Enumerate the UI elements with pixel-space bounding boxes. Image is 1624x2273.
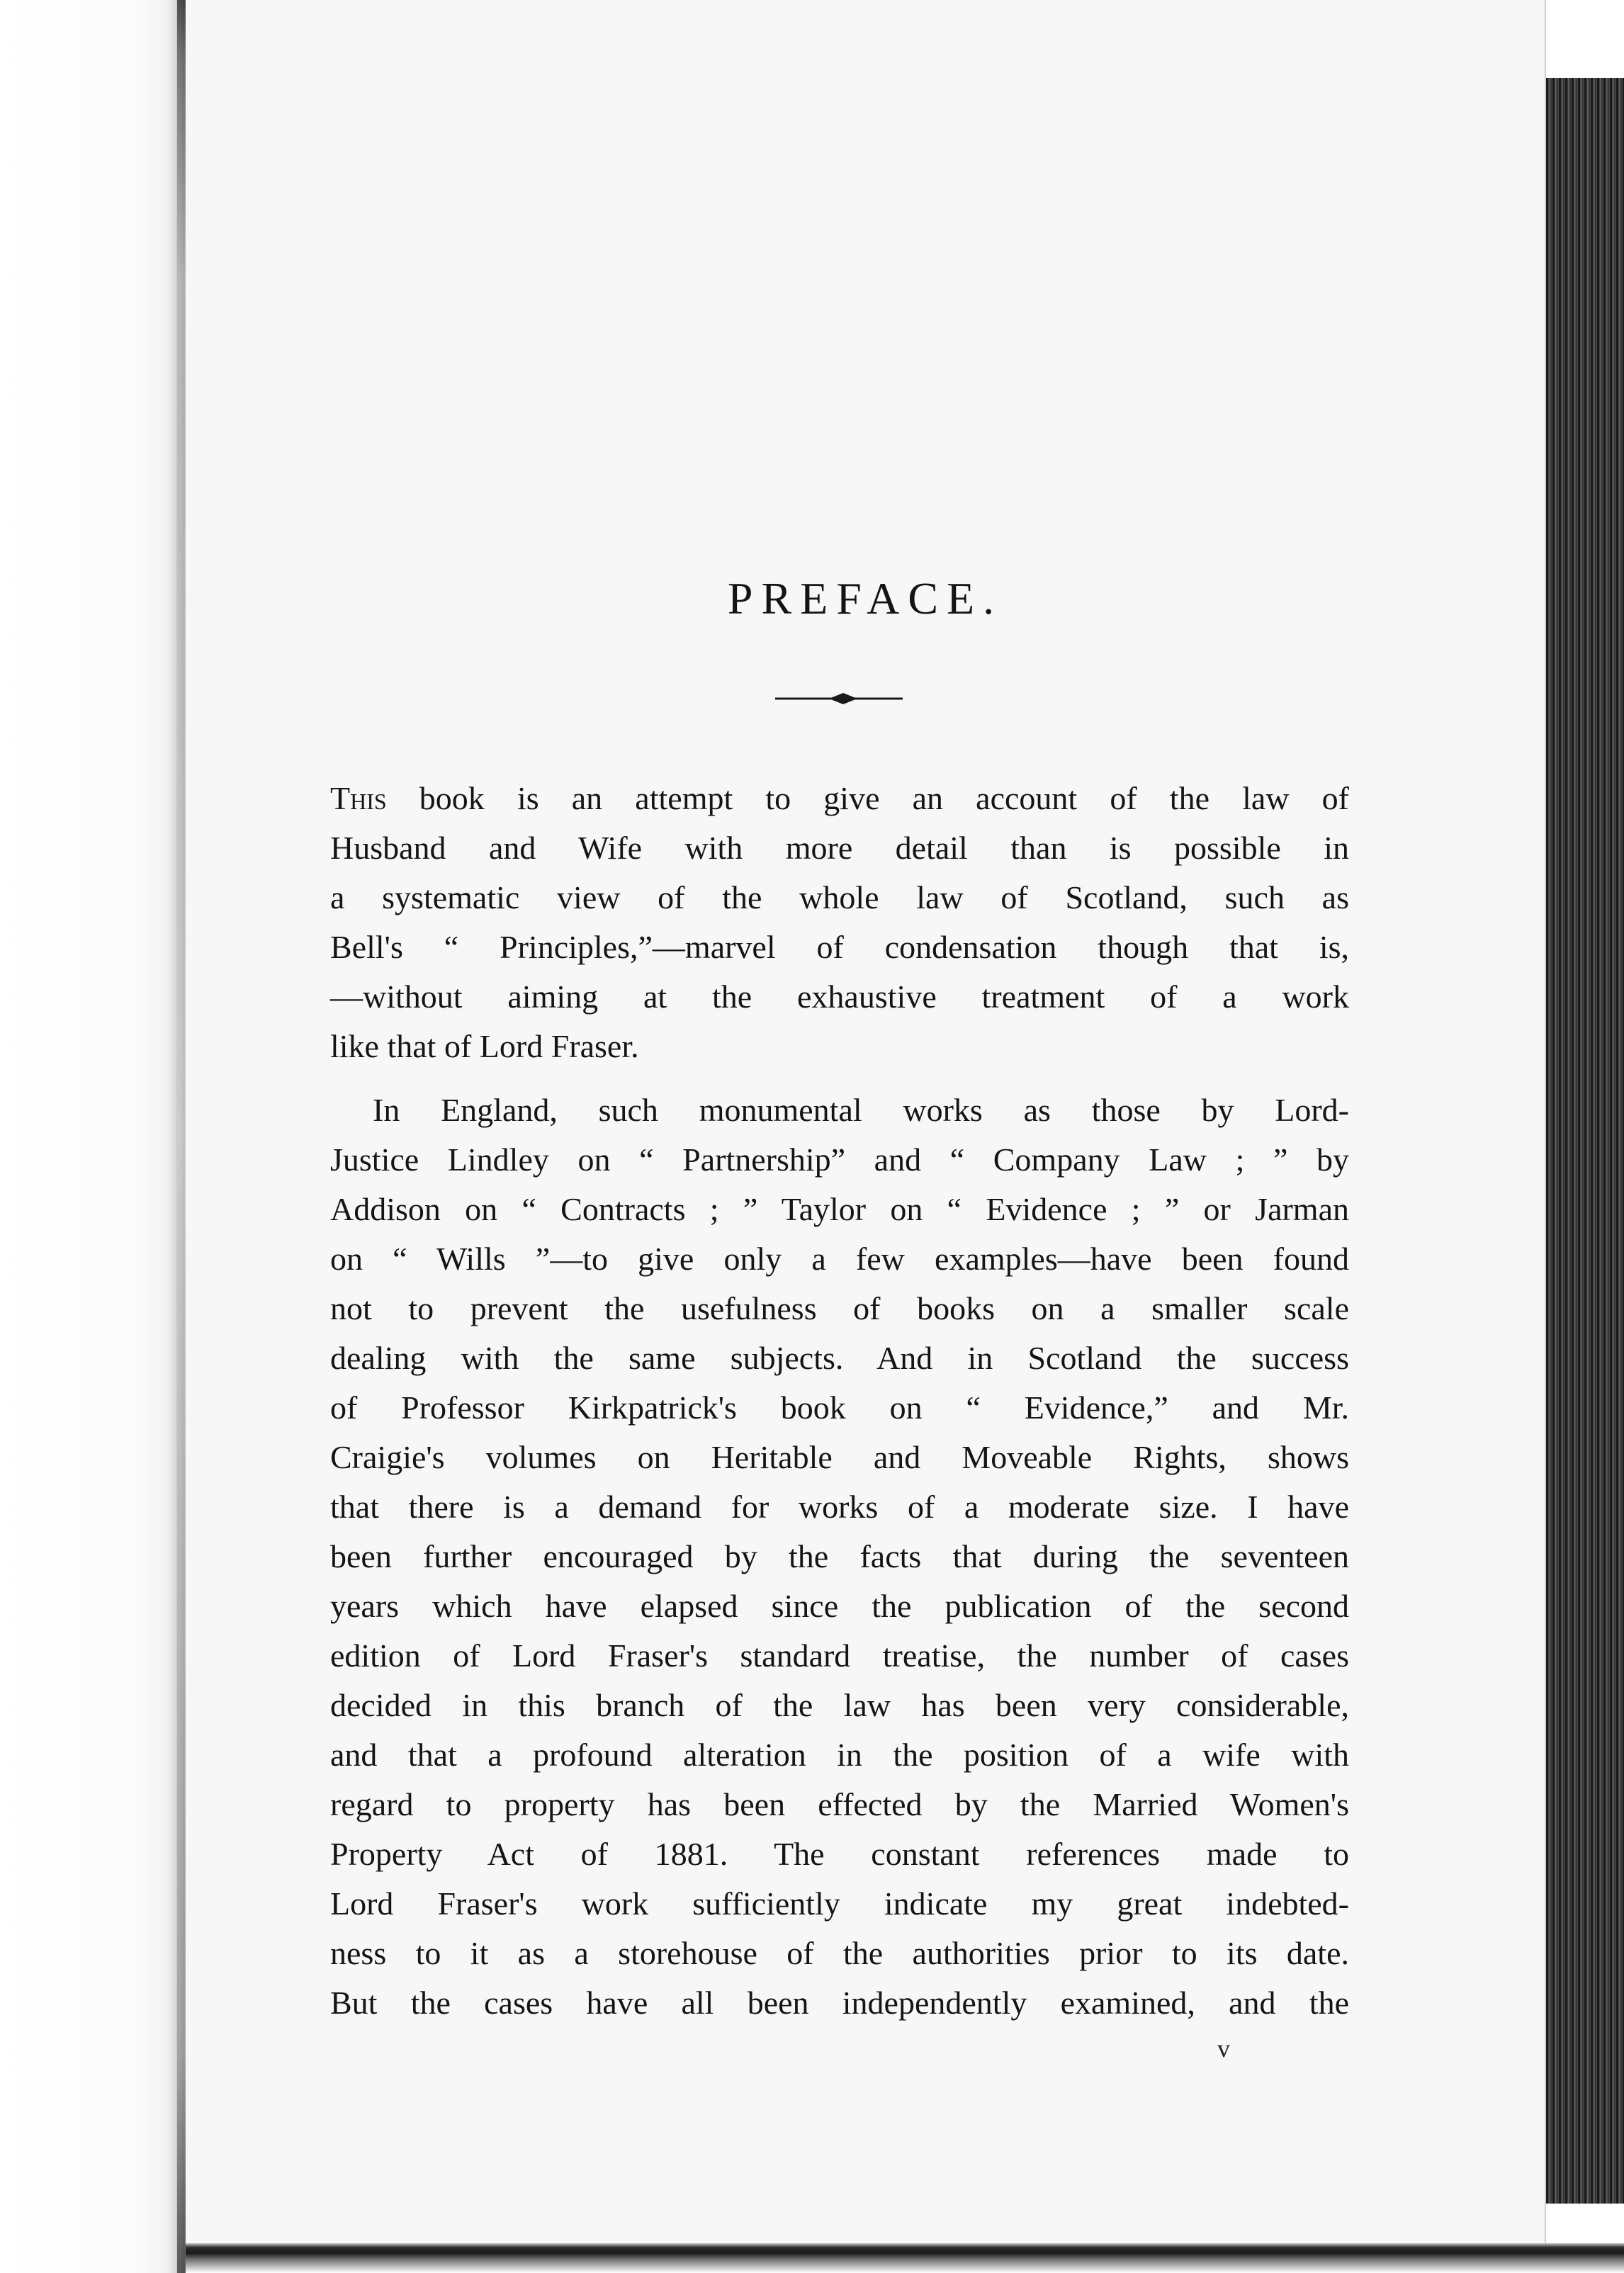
- text-line: years which have elapsed since the publication of the second: [330, 1588, 1349, 1624]
- text-line: —without aiming at the exhaustive treatment of a work: [330, 978, 1349, 1015]
- text-line: regard to property has been effected by the Married Women's: [330, 1786, 1349, 1822]
- text-line: Craigie's volumes on Heritable and Moveable Rights, shows: [330, 1439, 1349, 1475]
- text-line: [330, 778, 1349, 819]
- text-line: Husband and Wife with more detail than is possible in: [330, 830, 1349, 866]
- text-line: ness to it as a storehouse of the authorities prior to its date.: [330, 1935, 1349, 1971]
- page-corner: [1546, 0, 1624, 78]
- page-heading: PREFACE.: [727, 573, 1003, 624]
- text-line: and that a profound alteration in the position of a wife with: [330, 1737, 1349, 1773]
- ornament-rule: [775, 690, 903, 707]
- text-line: that there is a demand for works of a moderate size. I have: [330, 1489, 1349, 1525]
- text-line: In England, such monumental works as those by Lord-: [373, 1092, 1349, 1128]
- text-line: like that of Lord Fraser.: [330, 1028, 639, 1064]
- text-line: Justice Lindley on “ Partnership” and “ Company Law ; ” by: [330, 1141, 1349, 1178]
- text-line: dealing with the same subjects. And in Scotland the success: [330, 1340, 1349, 1376]
- text-line: But the cases have all been independently examined, and the: [330, 1985, 1349, 2021]
- page-number: v: [1217, 2034, 1230, 2063]
- text-run: book is an attempt to give an account of the law of: [386, 780, 1349, 816]
- text-line: a systematic view of the whole law of Scotland, such as: [330, 879, 1349, 915]
- text-line: Lord Fraser's work sufficiently indicate my great indebted-: [330, 1885, 1349, 1922]
- text-line: of Professor Kirkpatrick's book on “ Evidence,” and Mr.: [330, 1389, 1349, 1426]
- text-line: decided in this branch of the law has been very considerable,: [330, 1687, 1349, 1723]
- binding-gutter: [0, 0, 186, 2273]
- text-line: Addison on “ Contracts ; ” Taylor on “ Evidence ; ” or Jarman: [330, 1191, 1349, 1227]
- text-line: Property Act of 1881. The constant references made to: [330, 1836, 1349, 1872]
- text-line: edition of Lord Fraser's standard treatise, the number of cases: [330, 1637, 1349, 1674]
- text-line: not to prevent the usefulness of books on a smaller scale: [330, 1290, 1349, 1326]
- text-line: Bell's “ Principles,”—marvel of condensation though that is,: [330, 929, 1349, 965]
- paragraph-lead: This: [330, 780, 387, 816]
- text-line: on “ Wills ”—to give only a few examples—have been found: [330, 1241, 1349, 1277]
- page-edges-bottom: [186, 2243, 1624, 2273]
- text-line: been further encouraged by the facts that during the seventeen: [330, 1538, 1349, 1574]
- page-edges-right: [1546, 78, 1624, 2204]
